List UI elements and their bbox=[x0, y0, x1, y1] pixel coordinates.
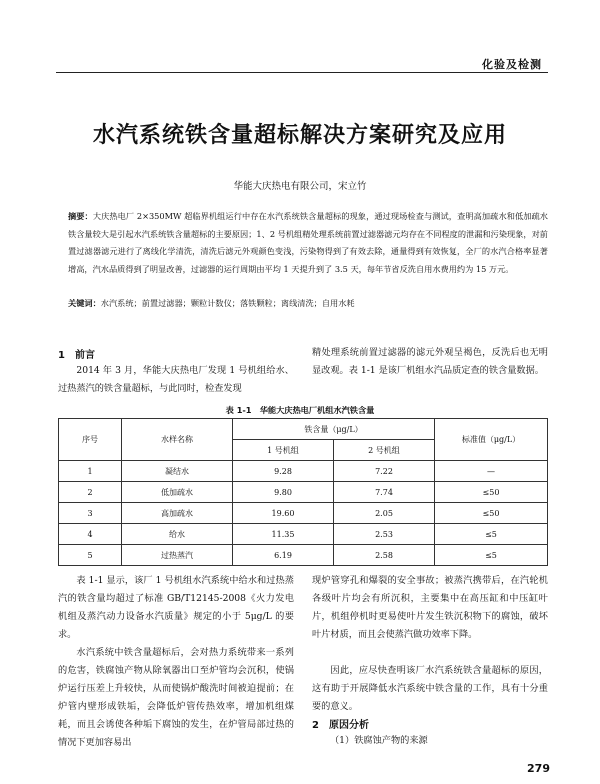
col-unit1: 1 号机组 bbox=[233, 440, 334, 461]
section-heading-intro: 1 前言 bbox=[58, 350, 95, 361]
cell-unit2: 2.53 bbox=[334, 524, 435, 545]
cell-seq: 1 bbox=[59, 461, 122, 482]
cell-unit1: 9.80 bbox=[233, 482, 334, 503]
cell-standard: ≤50 bbox=[435, 482, 548, 503]
intro-right-paragraph: 精处理系统前置过滤器的滤元外观呈褐色，反洗后也无明显改观。表 1-1 是该厂机组水汽品质定查的铁含量数据。 bbox=[312, 347, 548, 376]
table-header-row bbox=[59, 419, 548, 440]
cell-name: 过热蒸汽 bbox=[122, 545, 233, 566]
cell-unit1: 19.60 bbox=[233, 503, 334, 524]
col-name: 水样名称 bbox=[122, 419, 233, 461]
table-row bbox=[59, 461, 548, 482]
cell-standard: ≤50 bbox=[435, 503, 548, 524]
journal-section-label: 化验及检测 bbox=[482, 58, 542, 71]
cell-name: 凝结水 bbox=[122, 461, 233, 482]
table-title: 表 1-1 华能大庆热电厂机组水汽铁含量 bbox=[225, 405, 375, 415]
iron-content-table bbox=[58, 418, 548, 566]
cell-unit1: 6.19 bbox=[233, 545, 334, 566]
cell-standard: — bbox=[435, 461, 548, 482]
cell-standard: ≤5 bbox=[435, 524, 548, 545]
table-row bbox=[59, 524, 548, 545]
abstract-text: 大庆热电厂 2×350MW 超临界机组运行中存在水汽系统铁含量超标的现象，通过现场检查与测试，查明高加疏水和低加疏水铁含量较大是引起水汽系统铁含量超标的主要原因；1、2 号机组精处理系统前置过滤器滤元均存在不同程度的泄漏和污染现象，对前置过滤器滤元进行了离线化学清洗，清洗后滤元外观颜色变浅，污染物得到了有效去除，通量得到有效恢复，全厂的水汽合格率显著增高，汽水品质得到了明显改善，过滤器的运行周期由平均 1 天提升到了 3.5 天，每年节省反洗自用水费用约为 15 万元。 bbox=[68, 211, 548, 274]
keywords-label: 关键词： bbox=[68, 298, 101, 308]
cell-unit1: 11.35 bbox=[233, 524, 334, 545]
col-iron: 铁含量（μg/L） bbox=[233, 419, 435, 440]
cell-name: 给水 bbox=[122, 524, 233, 545]
abstract bbox=[68, 208, 548, 278]
cell-seq: 3 bbox=[59, 503, 122, 524]
intro-left-paragraph: 2014 年 3 月，华能大庆热电厂发现 1 号机组给水、过热蒸汽的铁含量超标，与此同时，检查发现 bbox=[58, 365, 294, 394]
body-left-paragraph-2: 水汽系统中铁含量超标后，会对热力系统带来一系列的危害，铁腐蚀产物从除氧器出口至炉管均会沉积，使锅炉运行压差上升较快，从而使锅炉酸洗时间被迫提前；在炉管内壁形成铁垢，会降低炉管传热效率，增加机组煤耗，而且会诱使各种垢下腐蚀的发生，在炉管局部过热的情况下更加容易出 bbox=[58, 647, 294, 748]
cell-name: 低加疏水 bbox=[122, 482, 233, 503]
cell-seq: 2 bbox=[59, 482, 122, 503]
col-unit2: 2 号机组 bbox=[334, 440, 435, 461]
keywords bbox=[68, 298, 548, 309]
col-seq: 序号 bbox=[59, 419, 122, 461]
body-right-paragraph-2: 因此，应尽快查明该厂水汽系统铁含量超标的原因，这有助于开展降低水汽系统中铁含量的工作，具有十分重要的意义。 bbox=[312, 665, 548, 712]
table-row bbox=[59, 482, 548, 503]
cell-unit2: 2.58 bbox=[334, 545, 435, 566]
cell-unit2: 2.05 bbox=[334, 503, 435, 524]
cell-unit2: 7.74 bbox=[334, 482, 435, 503]
subsection-heading: （1）铁腐蚀产物的来源 bbox=[330, 735, 428, 746]
body-right-paragraph-1: 现炉管穿孔和爆裂的安全事故；被蒸汽携带后，在汽轮机各级叶片均会有所沉积，主要集中在高压缸和中压缸叶片，机组停机时更易使叶片发生铁沉积物下的腐蚀，破坏叶片材质，而且会使蒸汽做功效率下降。 bbox=[312, 575, 548, 640]
table-row bbox=[59, 503, 548, 524]
section-heading-cause: 2 原因分析 bbox=[312, 720, 369, 731]
abstract-label: 摘要： bbox=[68, 211, 93, 221]
cell-unit2: 7.22 bbox=[334, 461, 435, 482]
cell-seq: 5 bbox=[59, 545, 122, 566]
body-left-paragraph-1: 表 1-1 显示，该厂 1 号机组水汽系统中给水和过热蒸汽的铁含量均超过了标准 GB/T12145-2008《火力发电机组及蒸汽动力设备水汽质量》规定的小于 5μg/L 的要求。 bbox=[58, 575, 294, 640]
keywords-text: 水汽系统；前置过滤器；颗粒计数仪；落铁颗粒；离线清洗；自用水耗 bbox=[100, 298, 355, 308]
article-authors: 华能大庆热电有限公司，宋立竹 bbox=[233, 181, 367, 192]
article-title: 水汽系统铁含量超标解决方案研究及应用 bbox=[92, 123, 507, 148]
header-rule bbox=[56, 72, 548, 73]
cell-seq: 4 bbox=[59, 524, 122, 545]
table-row bbox=[59, 545, 548, 566]
page-number: 279 bbox=[527, 762, 550, 775]
col-standard: 标准值（μg/L） bbox=[435, 419, 548, 461]
cell-unit1: 9.28 bbox=[233, 461, 334, 482]
cell-name: 高加疏水 bbox=[122, 503, 233, 524]
cell-standard: ≤5 bbox=[435, 545, 548, 566]
